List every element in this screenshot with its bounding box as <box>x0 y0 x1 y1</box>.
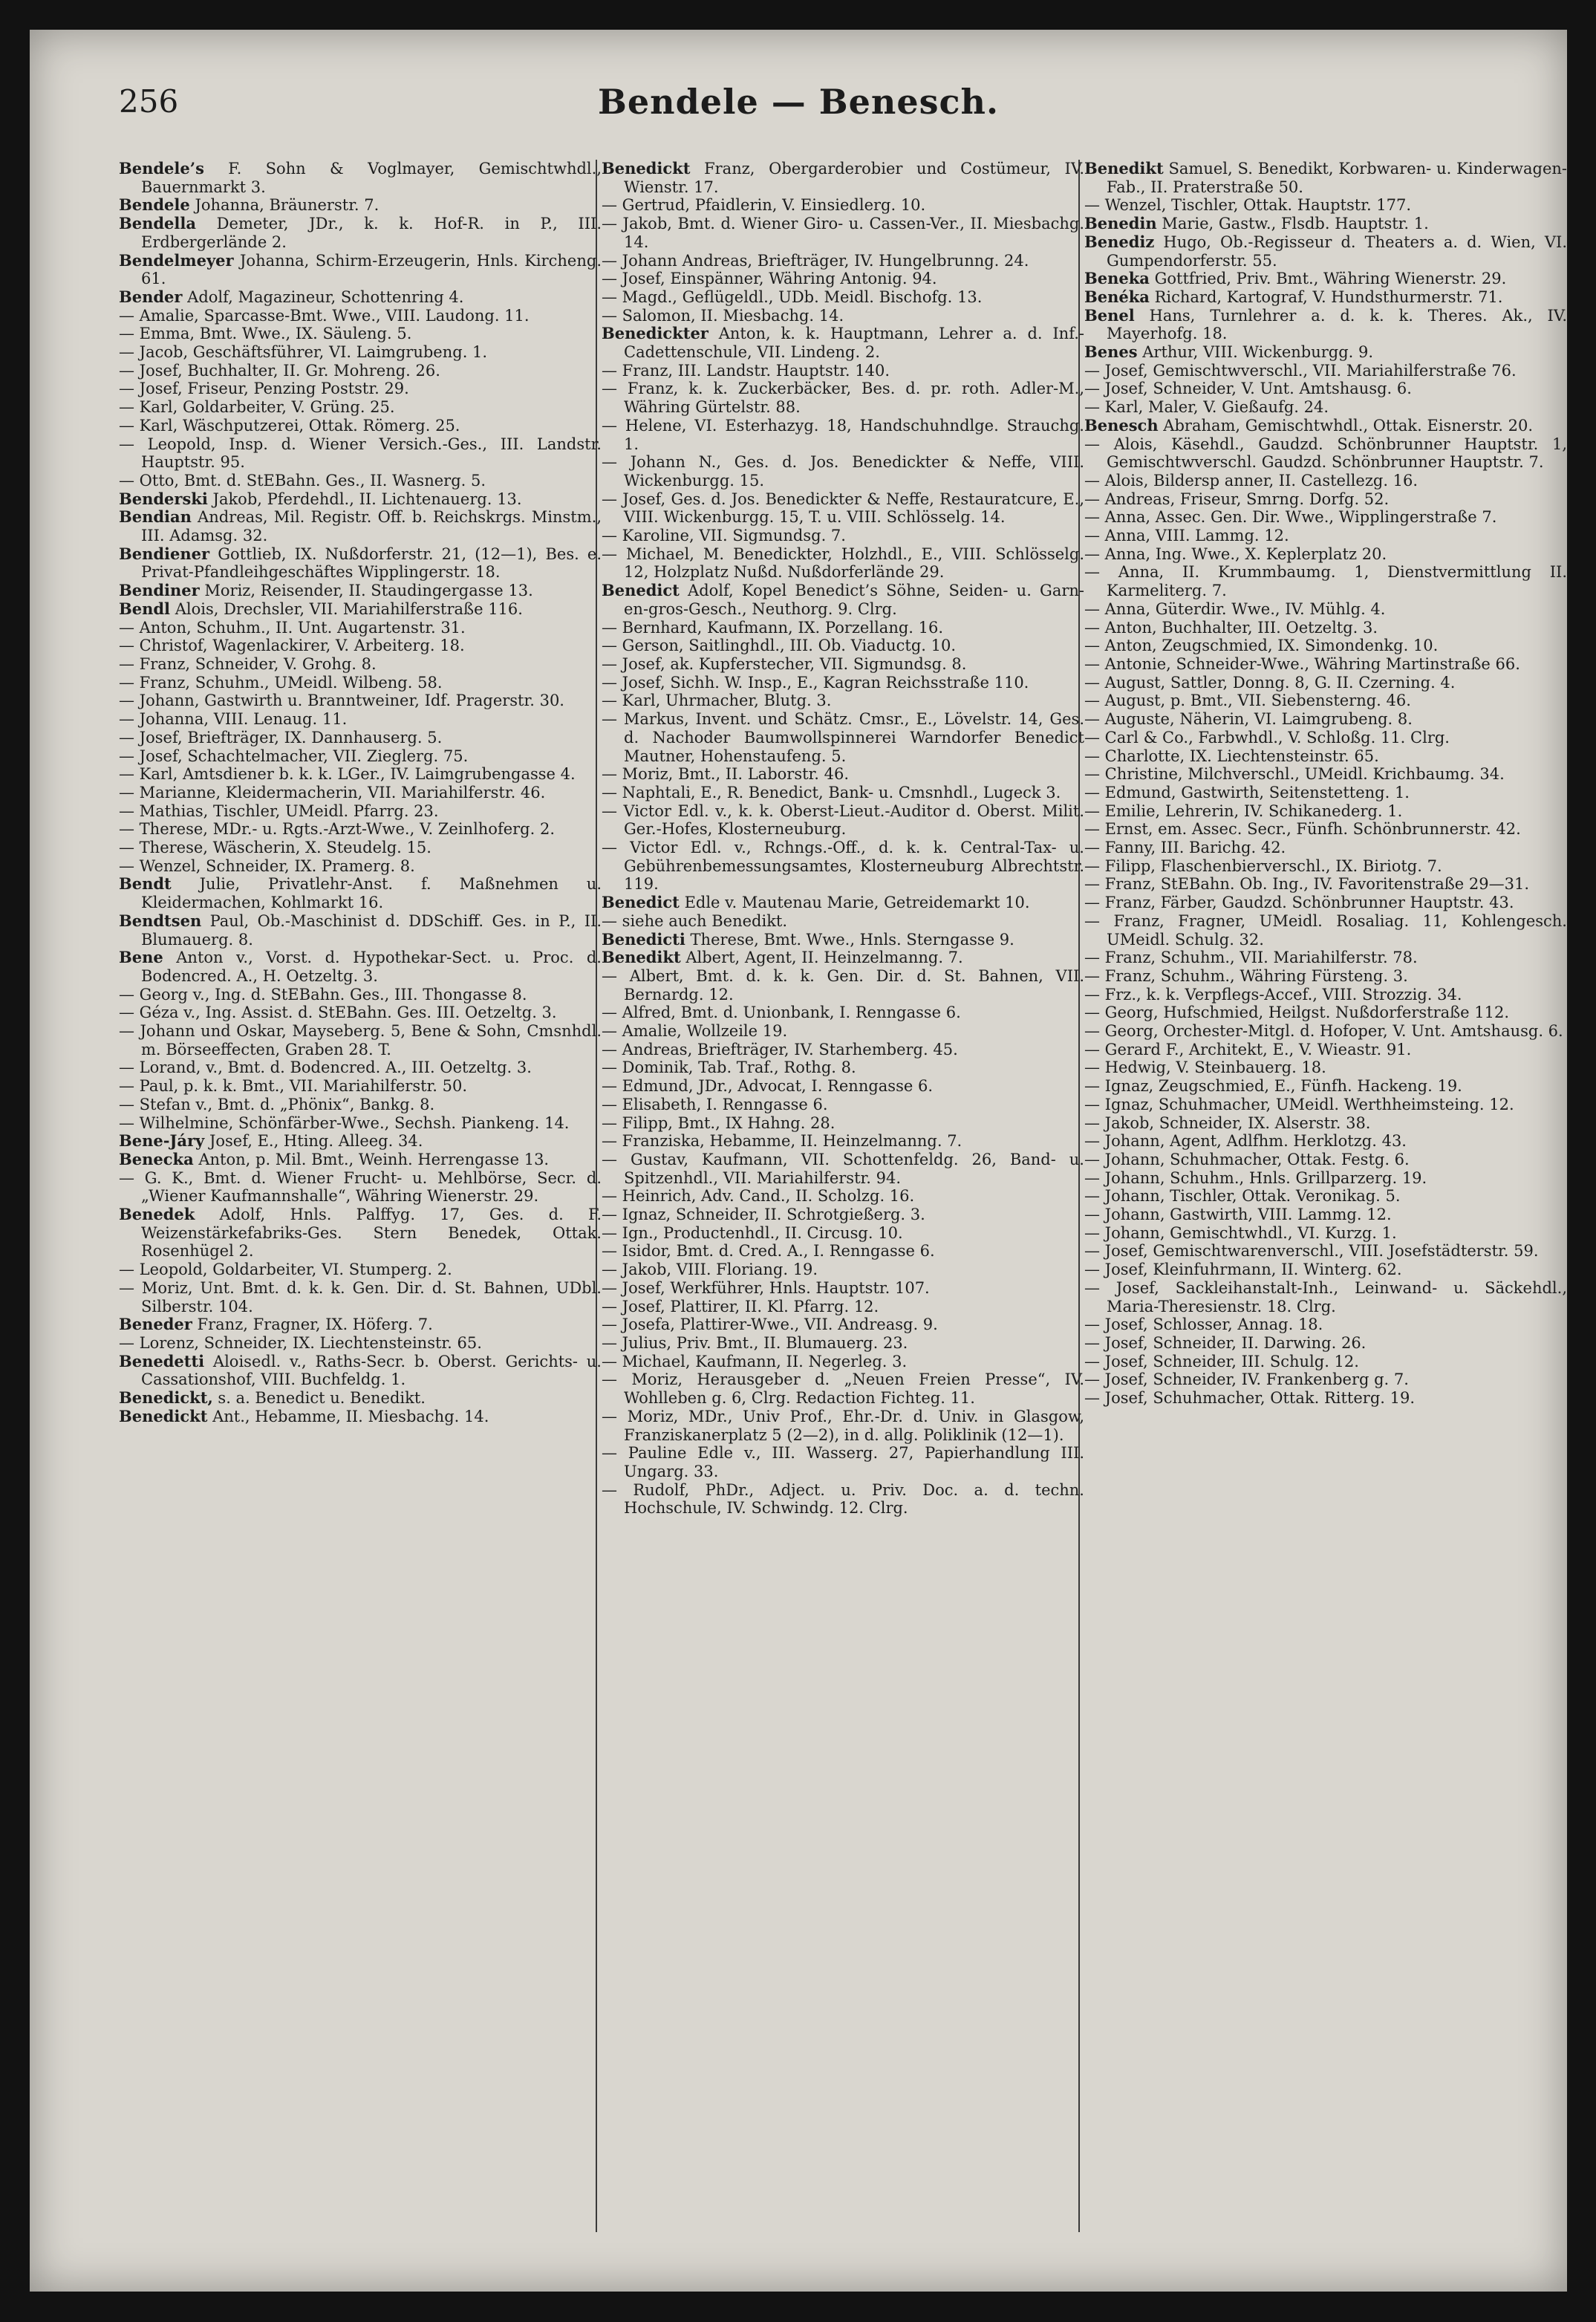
directory-entry: — Josef, Kleinfuhrmann, II. Winterg. 62. <box>1084 1261 1402 1279</box>
directory-entry: — Anton, Schuhm., II. Unt. Augartenstr. 31. <box>119 618 466 637</box>
directory-entry: — Anna, Güterdir. Wwe., IV. Mühlg. 4. <box>1084 599 1386 618</box>
directory-entry: — Moriz, MDr., Univ Prof., Ehr.-Dr. d. Univ. in Glasgow, Franziskanerplatz 5 (2—2), in d. allg. Poliklinik (12—1). <box>602 1407 1084 1444</box>
directory-entry: Bendella Demeter, JDr., k. k. Hof-R. in P., III. Erdbergerlände 2. <box>119 214 602 251</box>
directory-entry: — Johann, Gastwirth, VIII. Lammg. 12. <box>1084 1206 1392 1224</box>
entry-surname: Benedetti <box>119 1351 205 1370</box>
column-3 <box>1084 160 1567 1408</box>
directory-entry: — Georg, Orchester-Mitgl. d. Hofoper, V. Unt. Amtshausg. 6. <box>1084 1022 1563 1041</box>
directory-entry: — Elisabeth, I. Renngasse 6. <box>602 1095 828 1113</box>
directory-entry: — Johann, Gastwirth u. Branntweiner, Idf. Pragerstr. 30. <box>119 692 564 710</box>
directory-entry: — Josef, Einspänner, Währing Antonig. 94. <box>602 270 937 288</box>
directory-entry: — Josef, Sichh. W. Insp., E., Kagran Reichsstraße 110. <box>602 673 1029 692</box>
directory-entry: — Josef, Schuhmacher, Ottak. Ritterg. 19. <box>1084 1389 1416 1408</box>
directory-entry: — Gerard F., Architekt, E., V. Wieastr. 91. <box>1084 1040 1412 1058</box>
directory-entry: — Josef, Schneider, IV. Frankenberg g. 7. <box>1084 1370 1409 1389</box>
entry-surname: Benedict <box>602 893 680 912</box>
directory-entry: Benedicti Therese, Bmt. Wwe., Hnls. Sterngasse 9. <box>602 929 1014 949</box>
entry-surname: Benedickt <box>602 159 691 178</box>
directory-entry: Benedek Adolf, Hnls. Palffyg. 17, Ges. d. F. Weizenstärkefabriks-Ges. Stern Benedek, Ottak. Rosenhügel 2. <box>119 1205 602 1261</box>
directory-entry: — Hedwig, V. Steinbauerg. 18. <box>1084 1058 1326 1077</box>
directory-entry: — Julius, Priv. Bmt., II. Blumauerg. 23. <box>602 1334 908 1352</box>
directory-entry: — Alois, Käsehdl., Gaudzd. Schönbrunner Hauptstr. 1, Gemischtwverschl. Gaudzd. Schönbrunner Hauptstr. 7. <box>1084 435 1567 472</box>
directory-entry: — Albert, Bmt. d. k. k. Gen. Dir. d. St. Bahnen, VII. Bernardg. 12. <box>602 966 1084 1004</box>
directory-entry: — Lorand, v., Bmt. d. Bodencred. A., III. Oetzeltg. 3. <box>119 1058 532 1077</box>
entry-surname: Benedicti <box>602 929 685 949</box>
directory-entry: Benedin Marie, Gastw., Flsdb. Hauptstr. 1. <box>1084 214 1429 233</box>
directory-entry: — Anna, II. Krummbaumg. 1, Dienstvermittlung II. Karmeliterg. 7. <box>1084 563 1567 600</box>
entry-surname: Benel <box>1084 305 1135 325</box>
directory-entry: — August, Sattler, Donng. 8, G. II. Czerning. 4. <box>1084 673 1456 692</box>
directory-entry: — Andreas, Friseur, Smrng. Dorfg. 52. <box>1084 490 1390 508</box>
directory-entry: — Filipp, Flaschenbierverschl., IX. Biriotg. 7. <box>1084 856 1442 875</box>
directory-entry: Benderski Jakob, Pferdehdl., II. Lichtenauerg. 13. <box>119 489 522 508</box>
directory-entry: — Antonie, Schneider-Wwe., Währing Martinstraße 66. <box>1084 654 1520 673</box>
directory-entry: — Franziska, Hebamme, II. Heinzelmanng. 7. <box>602 1132 963 1151</box>
directory-entry: — Andreas, Briefträger, IV. Starhemberg. 45. <box>602 1040 958 1058</box>
directory-entry: — Franz, k. k. Zuckerbäcker, Bes. d. pr. roth. Adler-M., Währing Gürtelstr. 88. <box>602 380 1084 417</box>
directory-entry: Bendl Alois, Drechsler, VII. Mariahilferstraße 116. <box>119 599 523 618</box>
directory-entry: — Michael, Kaufmann, II. Negerleg. 3. <box>602 1352 908 1370</box>
entry-surname: Benéka <box>1084 287 1150 306</box>
directory-entry: — Johann Andreas, Briefträger, IV. Hungelbrunng. 24. <box>602 251 1029 270</box>
directory-entry: — Gertrud, Pfaidlerin, V. Einsiedlerg. 10. <box>602 196 926 215</box>
directory-entry: — Edmund, Gastwirth, Seitenstetteng. 1. <box>1084 783 1410 801</box>
directory-entry: — Naphtali, E., R. Benedict, Bank- u. Cmsnhdl., Lugeck 3. <box>602 783 1061 801</box>
directory-entry: Bene-Járy Josef, E., Hting. Alleeg. 34. <box>119 1131 423 1151</box>
directory-entry: — Georg, Hufschmied, Heilgst. Nußdorferstraße 112. <box>1084 1004 1510 1022</box>
entry-surname: Bene <box>119 948 163 967</box>
directory-entry: — Ignaz, Zeugschmied, E., Fünfh. Hackeng. 19. <box>1084 1077 1462 1096</box>
directory-entry: — Paul, p. k. k. Bmt., VII. Mariahilferstr. 50. <box>119 1077 468 1096</box>
directory-entry: — Markus, Invent. und Schätz. Cmsr., E., Lövelstr. 14, Ges. d. Nachoder Baumwollspinnerei Warndorfer Benedict Mautner, Hohenstaufeng. 5. <box>602 710 1084 765</box>
entry-surname: Benediz <box>1084 232 1155 251</box>
directory-entry: — Karl, Wäschputzerei, Ottak. Römerg. 25. <box>119 416 460 435</box>
directory-entry: — Ign., Productenhdl., II. Circusg. 10. <box>602 1223 903 1242</box>
directory-entry: Bendelmeyer Johanna, Schirm-Erzeugerin, Hnls. Kircheng. 61. <box>119 250 602 288</box>
directory-entry: — Karl, Goldarbeiter, V. Grüng. 25. <box>119 398 395 417</box>
directory-entry: Bendele Johanna, Bräunerstr. 7. <box>119 195 380 215</box>
directory-entry: — Josef, Schachtelmacher, VII. Zieglerg. 75. <box>119 747 469 765</box>
directory-entry: Bendian Andreas, Mil. Registr. Off. b. Reichskrgs. Minstm., III. Adamsg. 32. <box>119 507 602 545</box>
directory-entry: — Karl, Amtsdiener b. k. k. LGer., IV. Laimgrubengasse 4. <box>119 765 576 784</box>
entry-surname: Benecka <box>119 1149 194 1168</box>
directory-entry: — Salomon, II. Miesbachg. 14. <box>602 306 844 325</box>
directory-entry: — Auguste, Näherin, VI. Laimgrubeng. 8. <box>1084 710 1413 729</box>
directory-entry: — Moriz, Unt. Bmt. d. k. k. Gen. Dir. d. St. Bahnen, UDbl. Silberstr. 104. <box>119 1278 602 1316</box>
directory-entry: Beneder Franz, Fragner, IX. Höferg. 7. <box>119 1315 433 1334</box>
directory-entry: Benecka Anton, p. Mil. Bmt., Weinh. Herrengasse 13. <box>119 1149 550 1168</box>
directory-entry: Benesch Abraham, Gemischtwhdl., Ottak. Eisnerstr. 20. <box>1084 415 1533 435</box>
directory-entry: — Franz, III. Landstr. Hauptstr. 140. <box>602 361 890 380</box>
directory-entry: — Ignaz, Schuhmacher, UMeidl. Werthheimsteing. 12. <box>1084 1095 1514 1113</box>
directory-entry: — Josef, ak. Kupferstecher, VII. Sigmundsg. 8. <box>602 654 967 673</box>
directory-entry: — Josef, Schlosser, Annag. 18. <box>1084 1316 1323 1334</box>
entry-surname: Benedict <box>602 581 680 600</box>
directory-entry: Benedickter Anton, k. k. Hauptmann, Lehrer a. d. Inf.-Cadettenschule, VII. Lindeng. 2. <box>602 324 1084 362</box>
directory-entry: — Christine, Milchverschl., UMeidl. Krichbaumg. 34. <box>1084 765 1505 784</box>
entry-surname: Beneder <box>119 1315 192 1334</box>
directory-entry: — August, p. Bmt., VII. Siebensterng. 46. <box>1084 692 1411 710</box>
directory-entry: Benedikt Samuel, S. Benedikt, Korbwaren- u. Kinderwagen-Fab., II. Praterstraße 50. <box>1084 159 1567 196</box>
page-header <box>30 30 1567 141</box>
directory-entry: — Johann, Schuhmacher, Ottak. Festg. 6. <box>1084 1150 1410 1168</box>
directory-entry: — Heinrich, Adv. Cand., II. Scholzg. 16. <box>602 1187 915 1206</box>
directory-entry: — Leopold, Goldarbeiter, VI. Stumperg. 2. <box>119 1261 452 1279</box>
directory-entry: — Dominik, Tab. Traf., Rothg. 8. <box>602 1058 856 1077</box>
directory-entry: Benedikt Albert, Agent, II. Heinzelmanng. 7. <box>602 948 963 967</box>
entry-surname: Bendele’s <box>119 159 204 178</box>
directory-entry: Bendt Julie, Privatlehr-Anst. f. Maßnehmen u. Kleidermachen, Kohlmarkt 16. <box>119 874 602 912</box>
entry-surname: Benesch <box>1084 415 1159 435</box>
directory-entry: — Johann, Agent, Adlfhm. Herklotzg. 43. <box>1084 1132 1407 1151</box>
directory-entry: — Jakob, Bmt. d. Wiener Giro- u. Cassen-Ver., II. Miesbachg. 14. <box>602 215 1084 251</box>
directory-entry: — Wilhelmine, Schönfärber-Wwe., Sechsh. Piankeng. 14. <box>119 1113 570 1132</box>
entry-surname: Benedikt <box>602 948 681 967</box>
directory-entry: — Jakob, Schneider, IX. Alserstr. 38. <box>1084 1113 1371 1132</box>
directory-entry: — Franz, Schuhm., VII. Mariahilferstr. 78. <box>1084 949 1418 967</box>
directory-entry: — Mathias, Tischler, UMeidl. Pfarrg. 23. <box>119 801 439 820</box>
directory-entry: — Leopold, Insp. d. Wiener Versich.-Ges., III. Landstr. Hauptstr. 95. <box>119 435 602 472</box>
directory-entry: — Josef, Werkführer, Hnls. Hauptstr. 107. <box>602 1278 930 1297</box>
directory-entry: — Carl & Co., Farbwhdl., V. Schloßg. 11. Clrg. <box>1084 728 1450 747</box>
directory-entry: — Anna, Ing. Wwe., X. Keplerplatz 20. <box>1084 544 1387 563</box>
entry-surname: Bendiner <box>119 581 200 600</box>
directory-entry: Bene Anton v., Vorst. d. Hypothekar-Sect. u. Proc. d. Bodencred. A., H. Oetzeltg. 3. <box>119 948 602 985</box>
directory-entry: — Franz, Färber, Gaudzd. Schönbrunner Hauptstr. 43. <box>1084 894 1514 912</box>
directory-entry: — Johann, Schuhm., Hnls. Grillparzerg. 19. <box>1084 1168 1427 1187</box>
column-1 <box>119 160 602 1426</box>
directory-entry: — Anton, Zeugschmied, IX. Simondenkg. 10. <box>1084 637 1439 655</box>
directory-entry: — Alois, Bildersp anner, II. Castellezg. 16. <box>1084 471 1419 490</box>
entry-surname: Benderski <box>119 489 208 508</box>
page-number: 256 <box>119 83 179 120</box>
directory-entry: Benel Hans, Turnlehrer a. d. k. k. Theres. Ak., IV. Mayerhofg. 18. <box>1084 305 1567 343</box>
directory-entry: Benedict Adolf, Kopel Benedict’s Söhne, Seiden- u. Garn-en-gros-Gesch., Neuthorg. 9. Clrg. <box>602 581 1084 618</box>
directory-entry: — Fanny, III. Barichg. 42. <box>1084 839 1286 857</box>
directory-entry: Benedickt Ant., Hebamme, II. Miesbachg. 14. <box>119 1406 489 1425</box>
directory-entry: — Johanna, VIII. Lenaug. 11. <box>119 710 348 729</box>
directory-entry: — Josef, Gemischtwverschl., VII. Mariahilferstraße 76. <box>1084 361 1517 380</box>
directory-entry: — Marianne, Kleidermacherin, VII. Mariahilferstr. 46. <box>119 783 546 801</box>
directory-entry: — Christof, Wagenlackirer, V. Arbeiterg. 18. <box>119 637 465 655</box>
directory-entry: — Ernst, em. Assec. Secr., Fünfh. Schönbrunnerstr. 42. <box>1084 820 1521 839</box>
directory-entry: — Karl, Uhrmacher, Blutg. 3. <box>602 692 832 710</box>
directory-entry: Benedict Edle v. Mautenau Marie, Getreidemarkt 10. <box>602 893 1030 912</box>
directory-entry: — Ignaz, Schneider, II. Schrotgießerg. 3. <box>602 1206 925 1224</box>
directory-entry: — Alfred, Bmt. d. Unionbank, I. Renngasse 6. <box>602 1004 961 1022</box>
directory-entry: — Emma, Bmt. Wwe., IX. Säuleng. 5. <box>119 325 412 343</box>
directory-entry: Bender Adolf, Magazineur, Schottenring 4. <box>119 287 464 306</box>
entry-surname: Beneka <box>1084 269 1150 288</box>
entry-surname: Bene-Járy <box>119 1131 205 1151</box>
directory-entry: — Franz, Schuhm., Währing Fürsteng. 3. <box>1084 966 1408 985</box>
directory-entry: — Franz, Schneider, V. Grohg. 8. <box>119 654 377 673</box>
directory-entry: — Karl, Maler, V. Gießaufg. 24. <box>1084 398 1329 417</box>
directory-entry: — Johann und Oskar, Mayseberg. 5, Bene & Sohn, Cmsnhdl. m. Börseeffecten, Graben 28. T. <box>119 1022 602 1058</box>
directory-entry: — Georg v., Ing. d. StEBahn. Ges., III. Thongasse 8. <box>119 985 527 1004</box>
directory-entry: — Anna, Assec. Gen. Dir. Wwe., Wipplingerstraße 7. <box>1084 508 1497 527</box>
directory-entry: — Josef, Schneider, III. Schulg. 12. <box>1084 1352 1359 1370</box>
directory-entry: — Isidor, Bmt. d. Cred. A., I. Renngasse 6. <box>602 1242 935 1261</box>
directory-entry: Benedetti Aloisedl. v., Raths-Secr. b. Oberst. Gerichts- u. Cassationshof, VIII. Buchfeldg. 1. <box>119 1351 602 1389</box>
directory-entry: — Victor Edl. v., k. k. Oberst-Lieut.-Auditor d. Oberst. Milit. Ger.-Hofes, Klosterneuburg. <box>602 801 1084 839</box>
page-title: Bendele — Benesch. <box>597 82 999 122</box>
directory-entry: Benedickt, s. a. Benedict u. Benedikt. <box>119 1388 426 1408</box>
directory-entry: — Lorenz, Schneider, IX. Liechtensteinstr. 65. <box>119 1334 482 1352</box>
directory-entry: — Josef, Sackleihanstalt-Inh., Leinwand- u. Säckehdl., Maria-Theresienstr. 18. Clrg. <box>1084 1278 1567 1316</box>
entry-surname: Bendele <box>119 195 190 215</box>
directory-entry: — Victor Edl. v., Rchngs.-Off., d. k. k. Central-Tax- u. Gebührenbemessungsamtes, Klosterneuburg Albrechtstr. 119. <box>602 839 1084 894</box>
directory-entry: — Josef, Buchhalter, II. Gr. Mohreng. 26. <box>119 361 440 380</box>
entry-surname: Bendiener <box>119 544 210 563</box>
directory-entry: — Josef, Schneider, II. Darwing. 26. <box>1084 1334 1367 1352</box>
directory-entry: — Amalie, Wollzeile 19. <box>602 1022 788 1041</box>
directory-entry: — G. K., Bmt. d. Wiener Frucht- u. Mehlbörse, Secr. d. „Wiener Kaufmannshalle“, Währing Wienerstr. 29. <box>119 1168 602 1206</box>
directory-entry: — Jacob, Geschäftsführer, VI. Laimgrubeng. 1. <box>119 343 488 362</box>
entry-surname: Bendian <box>119 507 192 527</box>
directory-entry: — Josef, Schneider, V. Unt. Amtshausg. 6. <box>1084 380 1412 398</box>
directory-entry: — Josef, Ges. d. Jos. Benedickter & Neffe, Restauratcure, E., VIII. Wickenburgg. 15, T. u. VIII. Schlösselg. 14. <box>602 490 1084 527</box>
directory-entry: — Edmund, JDr., Advocat, I. Renngasse 6. <box>602 1077 933 1096</box>
directory-entry: — Johann, Gemischtwhdl., VI. Kurzg. 1. <box>1084 1223 1397 1242</box>
directory-entry: — Gustav, Kaufmann, VII. Schottenfeldg. 26, Band- u. Spitzenhdl., VII. Mariahilferstr. 94. <box>602 1150 1084 1187</box>
entry-surname: Benedickt <box>119 1406 208 1425</box>
directory-entry: Benediz Hugo, Ob.-Regisseur d. Theaters a. d. Wien, VI. Gumpendorferstr. 55. <box>1084 232 1567 270</box>
directory-entry: — Amalie, Sparcasse-Bmt. Wwe., VIII. Laudong. 11. <box>119 306 530 325</box>
directory-entry: — siehe auch Benedikt. <box>602 911 788 930</box>
directory-entry: — Josef, Gemischtwarenverschl., VIII. Josefstädterstr. 59. <box>1084 1242 1539 1261</box>
directory-entry: — Helene, VI. Esterhazyg. 18, Handschuhndlge. Strauchg. 1. <box>602 416 1084 453</box>
directory-entry: Benedickt Franz, Obergarderobier und Costümeur, IV. Wienstr. 17. <box>602 159 1084 196</box>
directory-entry: Bendiner Moriz, Reisender, II. Staudingergasse 13. <box>119 581 533 600</box>
directory-entry: — Magd., Geflügeldl., UDb. Meidl. Bischofg. 13. <box>602 287 983 306</box>
directory-entry: Benes Arthur, VIII. Wickenburgg. 9. <box>1084 342 1374 362</box>
directory-entry: — Jakob, VIII. Floriang. 19. <box>602 1261 818 1279</box>
directory-entry: Bendiener Gottlieb, IX. Nußdorferstr. 21, (12—1), Bes. e. Privat-Pfandleihgeschäftes Wipplingerstr. 18. <box>119 544 602 582</box>
directory-entry: — Johann, Tischler, Ottak. Veronikag. 5. <box>1084 1187 1401 1206</box>
directory-entry: — Therese, Wäscherin, X. Steudelg. 15. <box>119 839 431 857</box>
entry-surname: Bendella <box>119 214 196 233</box>
directory-entry: — Karoline, VII. Sigmundsg. 7. <box>602 527 846 545</box>
directory-entry: — Charlotte, IX. Liechtensteinstr. 65. <box>1084 747 1379 765</box>
directory-entry: — Moriz, Bmt., II. Laborstr. 46. <box>602 765 850 784</box>
entry-surname: Benes <box>1084 342 1138 362</box>
directory-entry: — Michael, M. Benedickter, Holzhdl., E., VIII. Schlösselg. 12, Holzplatz Nußd. Nußdorferlände 29. <box>602 544 1084 582</box>
directory-entry: — Rudolf, PhDr., Adject. u. Priv. Doc. a. d. techn. Hochschule, IV. Schwindg. 12. Clrg. <box>602 1480 1084 1518</box>
entry-surname: Benedin <box>1084 214 1157 233</box>
directory-entry: — Wenzel, Schneider, IX. Pramerg. 8. <box>119 856 415 875</box>
column-2 <box>602 160 1084 1518</box>
entry-surname: Benedickt, <box>119 1388 213 1408</box>
directory-entry: — Franz, Schuhm., UMeidl. Wilbeng. 58. <box>119 673 443 692</box>
entry-surname: Bendt <box>119 874 172 894</box>
entry-surname: Bendtsen <box>119 911 202 930</box>
directory-entry: — Gerson, Saitlinghdl., III. Ob. Viaductg. 10. <box>602 637 957 655</box>
directory-entry: — Josef, Briefträger, IX. Dannhauserg. 5. <box>119 728 443 747</box>
directory-entry: — Franz, StEBahn. Ob. Ing., IV. Favoritenstraße 29—31. <box>1084 875 1530 894</box>
entry-surname: Benedikt <box>1084 159 1164 178</box>
directory-entry: Bendele’s F. Sohn & Voglmayer, Gemischtwhdl., Bauernmarkt 3. <box>119 159 602 196</box>
directory-entry: — Josef, Friseur, Penzing Poststr. 29. <box>119 380 409 398</box>
entry-surname: Bender <box>119 287 183 306</box>
entry-surname: Bendelmeyer <box>119 250 234 270</box>
directory-entry: — Josefa, Plattirer-Wwe., VII. Andreasg. 9. <box>602 1316 938 1334</box>
directory-entry: — Otto, Bmt. d. StEBahn. Ges., II. Wasnerg. 5. <box>119 471 486 490</box>
directory-entry: — Wenzel, Tischler, Ottak. Hauptstr. 177. <box>1084 196 1412 215</box>
directory-entry: — Franz, Fragner, UMeidl. Rosaliag. 11, Kohlengesch. UMeidl. Schulg. 32. <box>1084 911 1567 949</box>
directory-entry: Bendtsen Paul, Ob.-Maschinist d. DDSchiff. Ges. in P., II. Blumauerg. 8. <box>119 911 602 949</box>
directory-entry: Beneka Gottfried, Priv. Bmt., Währing Wienerstr. 29. <box>1084 269 1507 288</box>
directory-entry: — Johann N., Ges. d. Jos. Benedickter & Neffe, VIII. Wickenburgg. 15. <box>602 453 1084 490</box>
directory-entry: Benéka Richard, Kartograf, V. Hundsthurmerstr. 71. <box>1084 287 1503 306</box>
directory-entry: — Frz., k. k. Verpflegs-Accef., VIII. Strozzig. 34. <box>1084 985 1462 1004</box>
directory-entry: — Géza v., Ing. Assist. d. StEBahn. Ges. III. Oetzeltg. 3. <box>119 1004 557 1022</box>
directory-entry: — Bernhard, Kaufmann, IX. Porzellang. 16. <box>602 618 944 637</box>
directory-entry: — Anna, VIII. Lammg. 12. <box>1084 527 1289 545</box>
entry-surname: Bendl <box>119 599 171 618</box>
entry-surname: Benedek <box>119 1205 195 1224</box>
entry-surname: Benedickter <box>602 324 709 343</box>
directory-entry: — Therese, MDr.- u. Rgts.-Arzt-Wwe., V. Zeinlhoferg. 2. <box>119 820 556 839</box>
directory-entry: — Moriz, Herausgeber d. „Neuen Freien Presse“, IV. Wohlleben g. 6, Clrg. Redaction Fichteg. 11. <box>602 1370 1084 1408</box>
directory-entry: — Pauline Edle v., III. Wasserg. 27, Papierhandlung III. Ungarg. 33. <box>602 1444 1084 1480</box>
directory-entry: — Filipp, Bmt., IX Hahng. 28. <box>602 1113 836 1132</box>
directory-entry: — Emilie, Lehrerin, IV. Schikanederg. 1. <box>1084 801 1403 820</box>
directory-entry: — Anton, Buchhalter, III. Oetzeltg. 3. <box>1084 618 1378 637</box>
directory-page <box>30 30 1567 2292</box>
directory-entry: — Josef, Plattirer, II. Kl. Pfarrg. 12. <box>602 1297 879 1316</box>
directory-entry: — Stefan v., Bmt. d. „Phönix“, Bankg. 8. <box>119 1095 435 1113</box>
